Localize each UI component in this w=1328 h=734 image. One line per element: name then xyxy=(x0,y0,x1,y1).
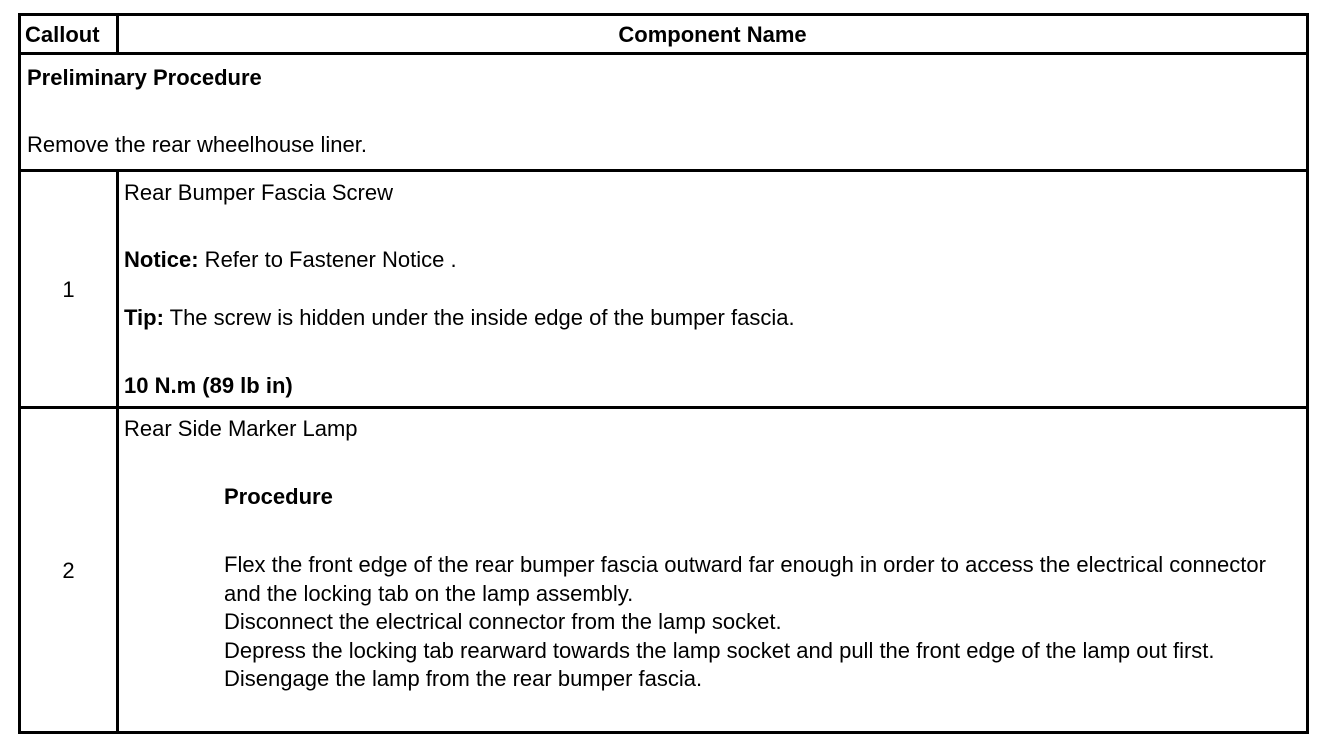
notice-text: Refer to Fastener Notice . xyxy=(198,247,457,272)
procedure-step: Disengage the lamp from the rear bumper fascia. xyxy=(224,666,703,691)
component-name: Rear Bumper Fascia Screw xyxy=(124,180,393,205)
procedure-title: Procedure xyxy=(224,484,333,509)
component-cell xyxy=(118,171,1308,408)
torque-spec: 10 N.m (89 lb in) xyxy=(124,373,293,398)
component-cell xyxy=(118,408,1308,733)
table-row xyxy=(20,408,1308,733)
notice-label: Notice: xyxy=(124,247,199,272)
procedure-step: Disconnect the electrical connector from the lamp socket. xyxy=(224,609,782,634)
callout-number: 2 xyxy=(20,408,118,733)
preliminary-text: Remove the rear wheelhouse liner. xyxy=(27,132,367,157)
procedure-step: Flex the front edge of the rear bumper fascia outward far enough in order to access the electrical connector and the locking tab on the lamp assembly. xyxy=(224,552,1266,606)
procedure-table xyxy=(18,13,1309,734)
header-component-name: Component Name xyxy=(118,15,1308,54)
table-row xyxy=(20,171,1308,408)
preliminary-cell xyxy=(20,54,1308,171)
header-callout: Callout xyxy=(20,15,118,54)
preliminary-row xyxy=(20,54,1308,171)
callout-number: 1 xyxy=(20,171,118,408)
tip-label: Tip: xyxy=(124,305,164,330)
procedure-step: Depress the locking tab rearward towards the lamp socket and pull the front edge of the lamp out first. xyxy=(224,637,1215,663)
component-name: Rear Side Marker Lamp xyxy=(124,416,358,441)
preliminary-title: Preliminary Procedure xyxy=(27,65,262,90)
tip-line xyxy=(124,304,1300,331)
notice-line xyxy=(124,246,1300,273)
tip-text: The screw is hidden under the inside edge of the bumper fascia. xyxy=(163,305,795,330)
procedure-block xyxy=(124,442,1300,694)
header-row xyxy=(20,15,1308,54)
